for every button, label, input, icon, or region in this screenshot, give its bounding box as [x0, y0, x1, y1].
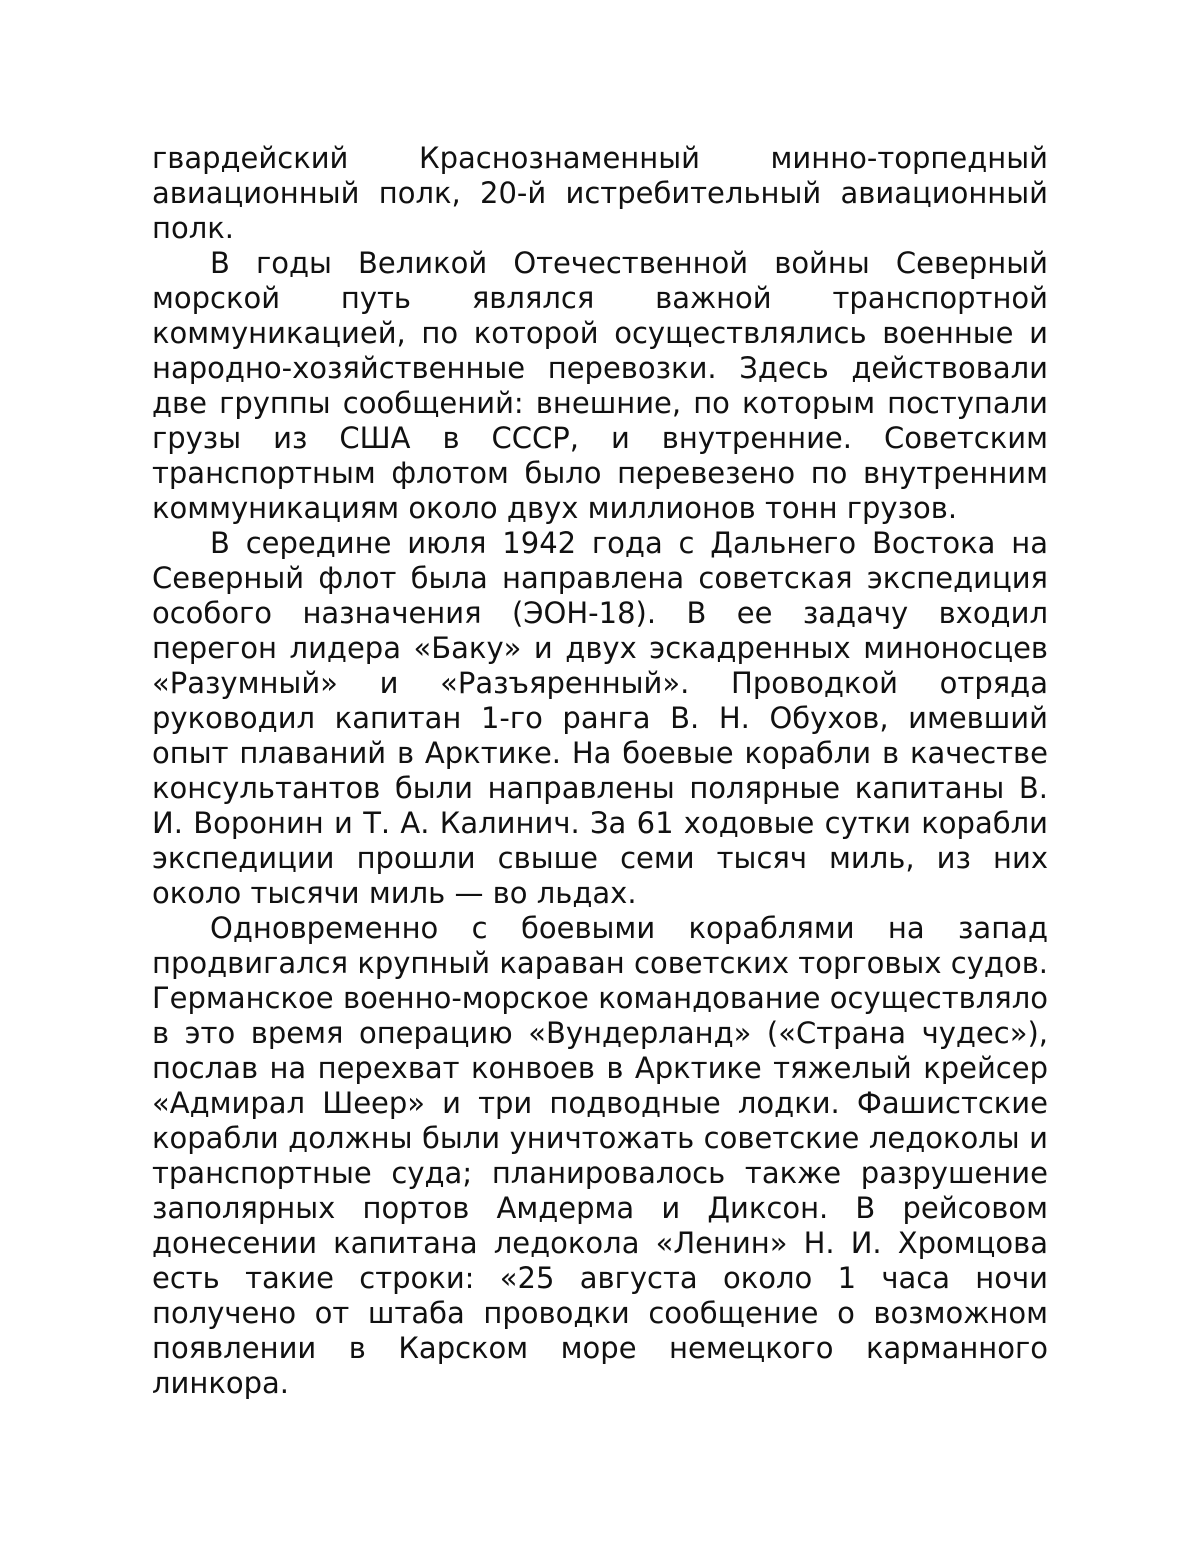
- paragraph-wunderland-operation: Одновременно с боевыми кораблями на запад продвигался крупный караван советских торговых судов. Германское военно-морское командование осуществляло в это время операцию «Вундерланд» («Страна чудес»), послав на перехват конвоев в Арктике тяжелый крейсер «Адмирал Шеер» и три подводные лодки. Фашистские корабли должны были уничтожать советские ледоколы и транспортные суда; планировалось также разрушение заполярных портов Амдерма и Диксон. В рейсовом донесении капитана ледокола «Ленин» Н. И. Хромцова есть такие строки: «25 августа около 1 часа ночи получено от штаба проводки сообщение о возможном появлении в Карском море немецкого карманного линкора.: [152, 911, 1048, 1400]
- paragraph-eon-18-expedition: В середине июля 1942 года с Дальнего Востока на Северный флот была направлена советская экспедиция особого назначения (ЭОН-18). В ее задачу входил перегон лидера «Баку» и двух эскадренных миноносцев «Разумный» и «Разъяренный». Проводкой отряда руководил капитан 1-го ранга В. Н. Обухов, имевший опыт плаваний в Арктике. На боевые корабли в качестве консультантов были направлены полярные капитаны В. И. Воронин и Т. А. Калинич. За 61 ходовые сутки корабли экспедиции прошли свыше семи тысяч миль, из них около тысячи миль — во льдах.: [152, 526, 1048, 910]
- document-page: [152, 141, 1048, 1401]
- paragraph-northern-sea-route: В годы Великой Отечественной войны Северный морской путь являлся важной транспортной коммуникацией, по которой осуществлялись военные и народно-хозяйственные перевозки. Здесь действовали две группы сообщений: внешние, по которым поступали грузы из США в СССР, и внутренние. Советским транспортным флотом было перевезено по внутренним коммуникациям около двух миллионов тонн грузов.: [152, 246, 1048, 525]
- paragraph-continuation: гвардейский Краснознаменный минно-торпедный авиационный полк, 20-й истребительный авиационный полк.: [152, 141, 1048, 245]
